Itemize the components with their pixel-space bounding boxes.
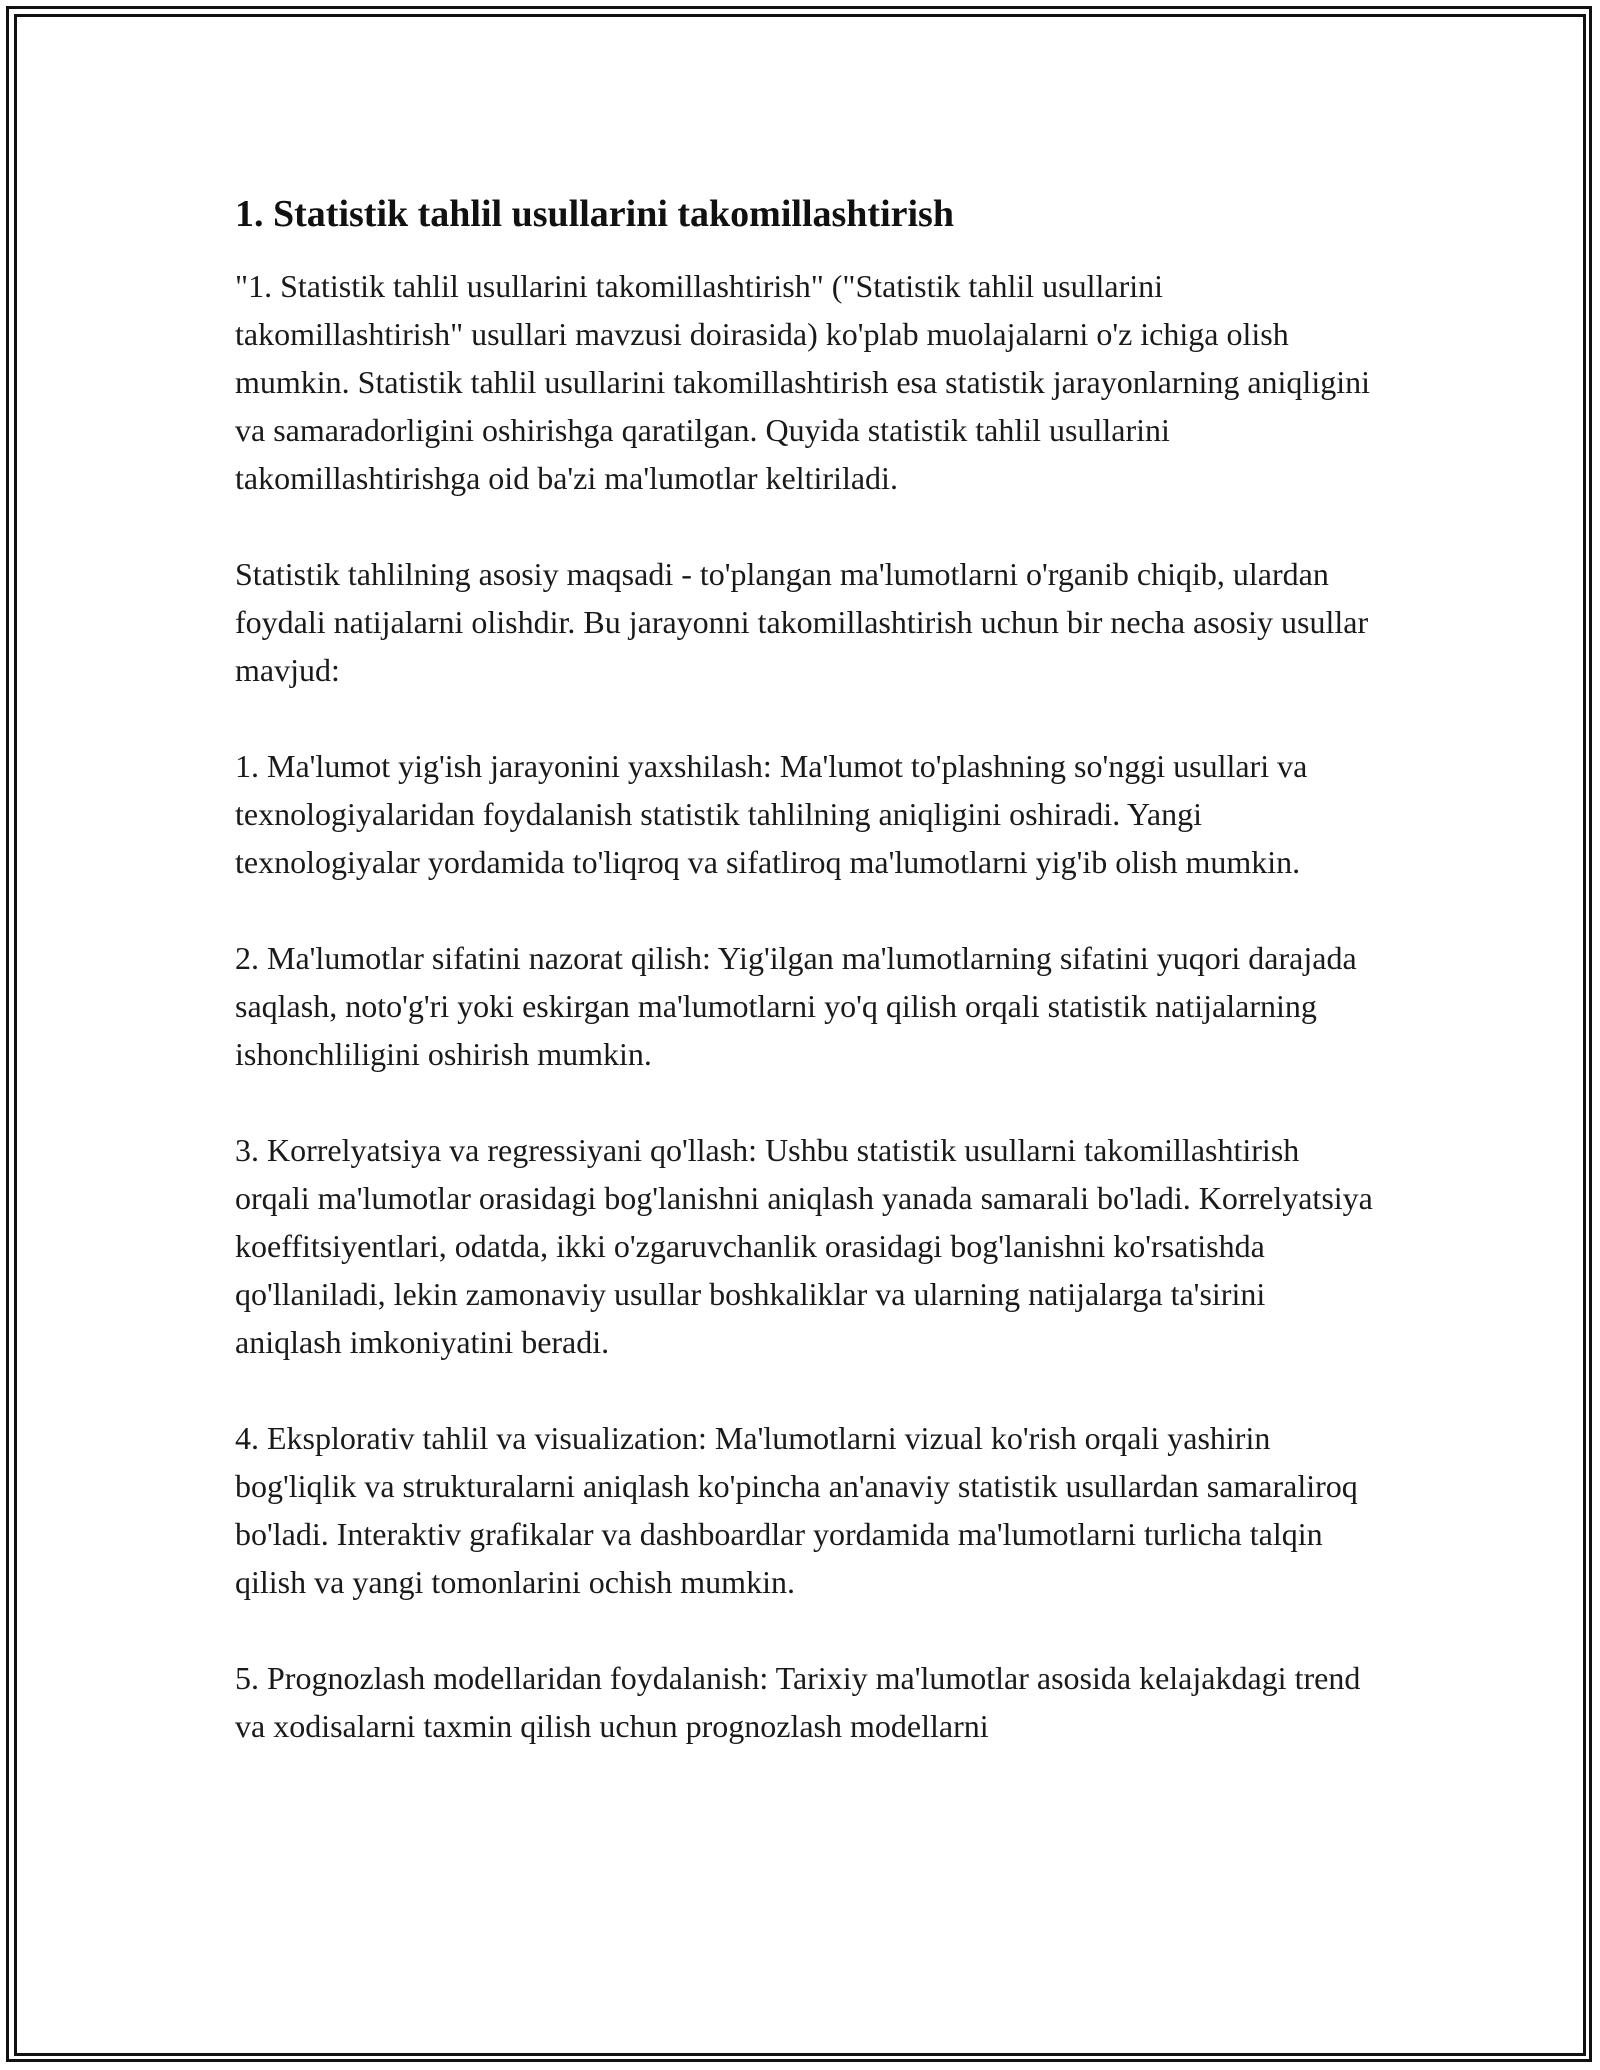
method-item-3: 3. Korrelyatsiya va regressiyani qo'llash: Ushbu statistik usullarni takomillashtirish orqali ma'lumotlar orasidagi bog'lanishni aniqlash yanada samarali bo'ladi. Korrelyatsiya koeffitsiyentlari, odatda, ikki o'zgaruvchanlik orasidagi bog'lanishni ko'rsatishda qo'llaniladi, lekin zamonaviy usullar boshkaliklar va ularning natijalarga ta'sirini aniqlash imkoniyatini beradi. — [235, 1132, 1373, 1360]
page-title: 1. Statistik tahlil usullarini takomillashtirish — [235, 193, 954, 235]
purpose-paragraph: Statistik tahlilning asosiy maqsadi - to'plangan ma'lumotlarni o'rganib chiqib, ulardan foydali natijalarni olishdir. Bu jarayonni takomillashtirish uchun bir necha asosiy usullar mavjud: — [235, 556, 1369, 688]
intro-paragraph: "1. Statistik tahlil usullarini takomillashtirish" ("Statistik tahlil usullarini takomillashtirish" usullari mavzusi doirasida) ko'plab muolajalarni o'z ichiga olish mumkin. Statistik tahlil usullarini takomillashtirish esa statistik jarayonlarning aniqligini va samaradorligini oshirishga qaratilgan. Quyida statistik tahlil usullarini takomillashtirishga oid ba'zi ma'lumotlar keltiriladi. — [235, 268, 1370, 496]
document-body — [235, 186, 1375, 1798]
method-item-4: 4. Eksplorativ tahlil va visualization: Ma'lumotlarni vizual ko'rish orqali yashirin bog'liqlik va strukturalarni aniqlash ko'pincha an'anaviy statistik usullardan samaraliroq bo'ladi. Interaktiv grafikalar va dashboardlar yordamida ma'lumotlarni turlicha talqin qilish va yangi tomonlarini ochish mumkin. — [235, 1420, 1358, 1600]
method-item-2: 2. Ma'lumotlar sifatini nazorat qilish: Yig'ilgan ma'lumotlarning sifatini yuqori darajada saqlash, noto'g'ri yoki eskirgan ma'lumotlarni yo'q qilish orqali statistik natijalarning ishonchliligini oshirish mumkin. — [235, 940, 1357, 1072]
method-item-5: 5. Prognozlash modellaridan foydalanish: Tarixiy ma'lumotlar asosida kelajakdagi trend va xodisalarni taxmin qilish uchun prognozlash modellarni — [235, 1660, 1361, 1744]
method-item-1: 1. Ma'lumot yig'ish jarayonini yaxshilash: Ma'lumot to'plashning so'nggi usullari va texnologiyalaridan foydalanish statistik tahlilning aniqligini oshiradi. Yangi texnologiyalar yordamida to'liqroq va sifatliroq ma'lumotlarni yig'ib olish mumkin. — [235, 748, 1308, 880]
